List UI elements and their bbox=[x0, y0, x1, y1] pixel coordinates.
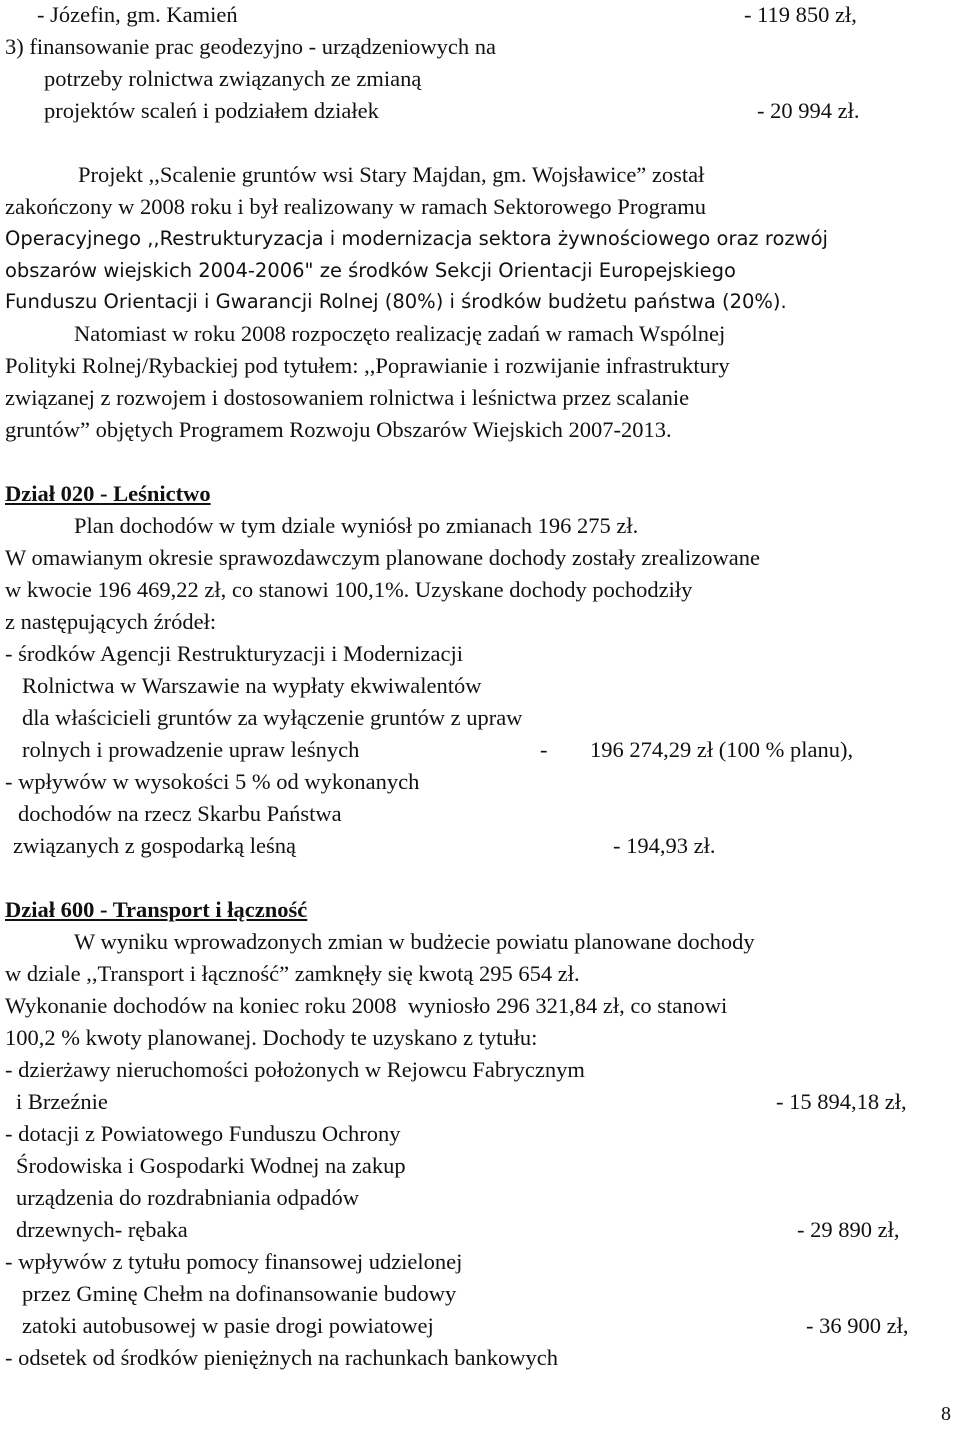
list-item: rolnych i prowadzenie upraw leśnych bbox=[22, 737, 360, 762]
paragraph-line: W omawianym okresie sprawozdawczym planowane dochody zostały zrealizowane bbox=[5, 545, 760, 570]
item-amount: - 194,93 zł. bbox=[613, 833, 716, 858]
list-item: - odsetek od środków pieniężnych na rachunkach bankowych bbox=[5, 1345, 558, 1370]
paragraph-line: Natomiast w roku 2008 rozpoczęto realizację zadań w ramach Wspólnej bbox=[74, 321, 726, 346]
section-heading: Dział 600 - Transport i łączność bbox=[5, 897, 308, 922]
paragraph-line: gruntów” objętych Programem Rozwoju Obszarów Wiejskich 2007-2013. bbox=[5, 417, 672, 442]
paragraph-line: Plan dochodów w tym dziale wyniósł po zmianach 196 275 zł. bbox=[74, 513, 639, 538]
item-amount: - 36 900 zł, bbox=[806, 1313, 909, 1338]
paragraph-line: 100,2 % kwoty planowanej. Dochody te uzyskano z tytułu: bbox=[5, 1025, 538, 1050]
item-amount: 196 274,29 zł (100 % planu), bbox=[590, 737, 854, 762]
paragraph-line: Projekt ,,Scalenie gruntów wsi Stary Majdan, gm. Wojsławice” został bbox=[78, 162, 705, 187]
paragraph-line: związanej z rozwojem i dostosowaniem rolnictwa i leśnictwa przez scalanie bbox=[5, 385, 690, 410]
list-item: Środowiska i Gospodarki Wodnej na zakup bbox=[16, 1153, 406, 1178]
paragraph-line: zakończony w 2008 roku i był realizowany w ramach Sektorowego Programu bbox=[5, 194, 707, 219]
paragraph-line: obszarów wiejskich 2004-2006" ze środków Sekcji Orientacji Europejskiego bbox=[5, 259, 736, 282]
list-item: i Brzeźnie bbox=[16, 1089, 108, 1114]
list-item: - środków Agencji Restrukturyzacji i Modernizacji bbox=[5, 641, 463, 666]
section-heading: Dział 020 - Leśnictwo bbox=[5, 481, 211, 506]
paragraph-line: Funduszu Orientacji i Gwarancji Rolnej (80%) i środków budżetu państwa (20%). bbox=[5, 290, 787, 313]
item-text: projektów scaleń i podziałem działek bbox=[44, 98, 379, 123]
list-item: dochodów na rzecz Skarbu Państwa bbox=[18, 801, 342, 826]
list-item: - wpływów z tytułu pomocy finansowej udzielonej bbox=[5, 1249, 463, 1274]
item-amount: - 20 994 zł. bbox=[757, 98, 860, 123]
paragraph-line: w kwocie 196 469,22 zł, co stanowi 100,1%. Uzyskane dochody pochodziły bbox=[5, 577, 693, 602]
page-number: 8 bbox=[941, 1403, 951, 1425]
list-item: związanych z gospodarką leśną bbox=[13, 833, 296, 858]
paragraph-line: Polityki Rolnej/Rybackiej pod tytułem: ,,Poprawianie i rozwijanie infrastruktury bbox=[5, 353, 730, 378]
list-item: drzewnych- rębaka bbox=[16, 1217, 188, 1242]
item-amount: - 119 850 zł, bbox=[744, 2, 857, 27]
list-item: Rolnictwa w Warszawie na wypłaty ekwiwalentów bbox=[22, 673, 482, 698]
list-item: - dotacji z Powiatowego Funduszu Ochrony bbox=[5, 1121, 401, 1146]
item-amount: - 15 894,18 zł, bbox=[776, 1089, 907, 1114]
list-item: dla właścicieli gruntów za wyłączenie gruntów z upraw bbox=[22, 705, 523, 730]
list-item: - wpływów w wysokości 5 % od wykonanych bbox=[5, 769, 420, 794]
item-amount: - 29 890 zł, bbox=[797, 1217, 900, 1242]
paragraph-line: w dziale ,,Transport i łączność” zamknęły się kwotą 295 654 zł. bbox=[5, 961, 580, 986]
list-item: przez Gminę Chełm na dofinansowanie budowy bbox=[22, 1281, 457, 1306]
paragraph-line: z następujących źródeł: bbox=[5, 609, 217, 634]
paragraph-line: Wykonanie dochodów na koniec roku 2008 wyniosło 296 321,84 zł, co stanowi bbox=[5, 993, 728, 1018]
item-text: - Józefin, gm. Kamień bbox=[37, 2, 238, 27]
item-text: 3) finansowanie prac geodezyjno - urządzeniowych na bbox=[5, 34, 497, 59]
item-text: potrzeby rolnictwa związanych ze zmianą bbox=[44, 66, 422, 91]
list-item: zatoki autobusowej w pasie drogi powiatowej bbox=[22, 1313, 434, 1338]
list-item: urządzenia do rozdrabniania odpadów bbox=[16, 1185, 359, 1210]
amount-dash: - bbox=[540, 737, 548, 762]
list-item: - dzierżawy nieruchomości położonych w Rejowcu Fabrycznym bbox=[5, 1057, 585, 1082]
paragraph-line: Operacyjnego ,,Restrukturyzacja i modernizacja sektora żywnościowego oraz rozwój bbox=[5, 227, 828, 250]
paragraph-line: W wyniku wprowadzonych zmian w budżecie powiatu planowane dochody bbox=[74, 929, 755, 954]
